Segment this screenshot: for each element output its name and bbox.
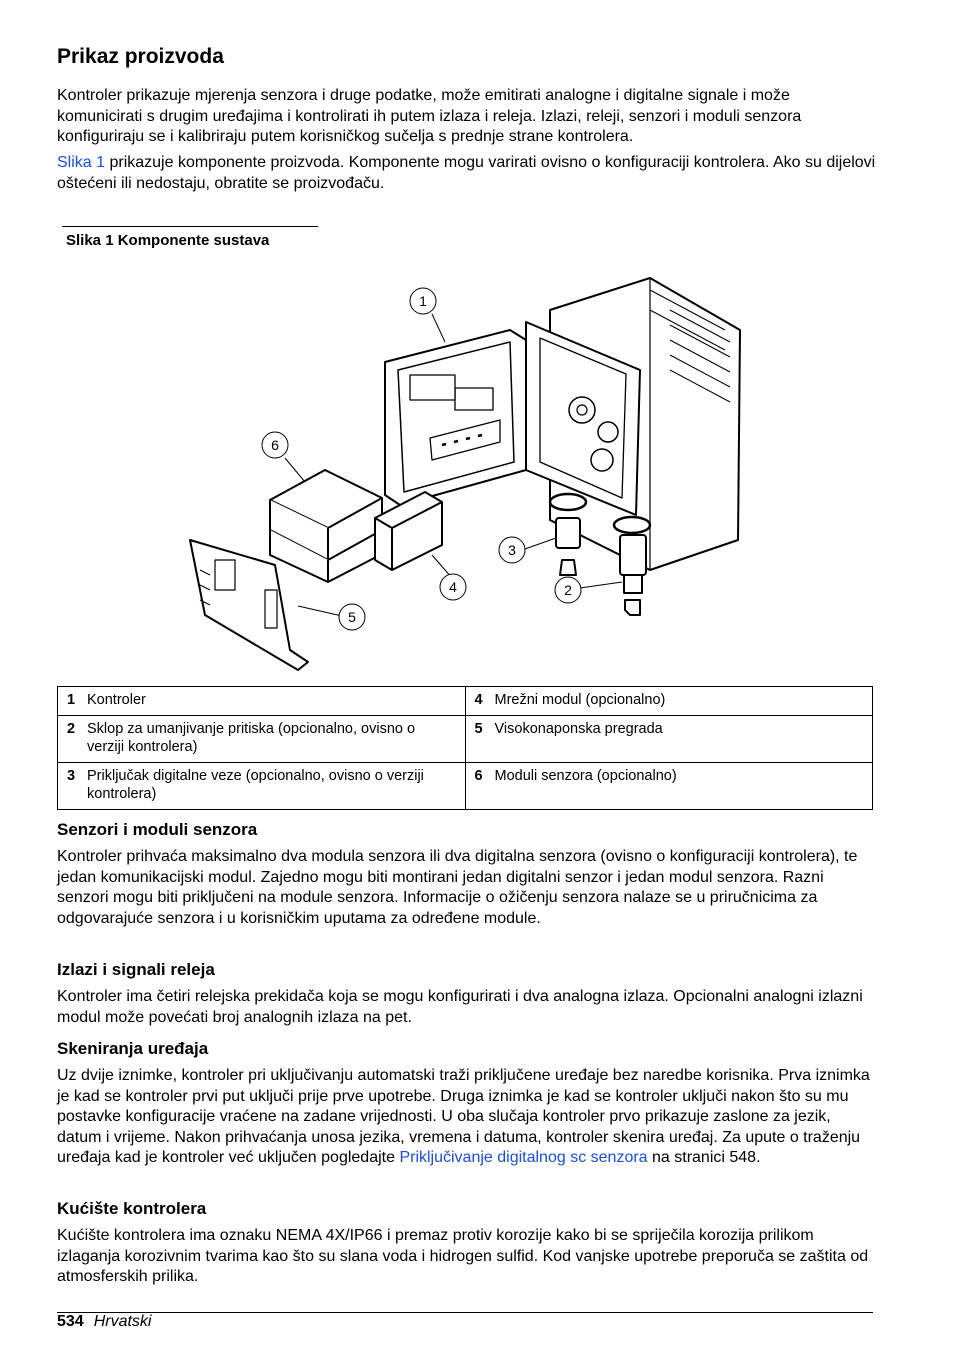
legend-row <box>58 763 873 810</box>
page-number: 534 <box>57 1313 84 1330</box>
section-heading-outputs: Izlazi i signali releja <box>57 960 215 979</box>
figure-caption: Slika 1 Komponente sustava <box>66 232 270 249</box>
callout-2-label: 2 <box>564 582 572 598</box>
callout-6-label: 6 <box>271 437 279 453</box>
legend-cell: 6 Moduli senzora (opcionalno) <box>465 763 873 810</box>
callout-4-label: 4 <box>449 579 457 595</box>
legend-cell: 5 Visokonaponska pregrada <box>465 716 873 763</box>
section-text-outputs: Kontroler ima četiri relejska prekidača koja se mogu konfigurirati i dva analogna izlaza. Opcionalni analogni izlazni modul može povećati broj analognih izlaza na pet. <box>57 988 863 1026</box>
section-heading-sensors: Senzori i moduli senzora <box>57 820 258 839</box>
page-footer <box>57 1313 151 1331</box>
page-title: Prikaz proizvoda <box>57 45 224 68</box>
section-text-scan: Uz dvije iznimke, kontroler pri uključivanju automatski traži priključene uređaje bez naredbe korisnika. Prva iznimka je kad se kontroler prvi put uključi prije prve upotrebe. Druga iznimka je kad se kontroler uključi nakon što su mu postavke konfiguracije vraćene na zadane vrijednosti. U oba slučaja kontroler prvo prikazuje zaslone za jezik, datum i vrijeme. Nakon prihvaćanja unosa jezika, vremena i datuma, kontroler skenira uređaj. Za upute o traženju uređaja kad je kontroler već uključen pogledajte Priključivanje digitalnog sc senzora na stranici 548. <box>57 1067 870 1166</box>
figure-reference-text: prikazuje komponente proizvoda. Komponente mogu varirati ovisno o konfiguraciji kontrolera. Ako su dijelovi oštećeni ili nedostaju, obratite se proizvođaču. <box>57 154 876 192</box>
legend-row <box>58 687 873 716</box>
figure-caption-rule <box>62 226 318 227</box>
legend-row <box>58 716 873 763</box>
legend-cell: 3 Priključak digitalne veze (opcionalno, ovisno o verziji kontrolera) <box>58 763 466 810</box>
legend-cell: 4 Mrežni modul (opcionalno) <box>465 687 873 716</box>
network-module <box>375 492 442 570</box>
figure-1-link[interactable]: Slika 1 <box>57 154 106 171</box>
legend-cell: 2 Sklop za umanjivanje pritiska (opcionalno, ovisno o verziji kontrolera) <box>58 716 466 763</box>
intro-paragraph: Kontroler prikazuje mjerenja senzora i druge podatke, može emitirati analogne i digitalne signale i može komunicirati s drugim uređajima i kontrolirati ih putem izlaza i releja. Izlazi, releji, senzori i moduli senzora konfiguriraju se i kalibriraju putem korisničkog sučelja s prednje strane kontrolera. <box>57 87 802 145</box>
callout-3-label: 3 <box>508 542 516 558</box>
callout-1-label: 1 <box>419 293 427 309</box>
section-text-sensors: Kontroler prihvaća maksimalno dva modula senzora ili dva digitalna senzora (ovisno o konfiguraciji kontrolera), te jedan komunikacijski modul. Zajedno mogu biti montirani jedan digitalni senzor i jedan modul senzora. Razni senzori mogu biti priključeni na module senzora. Informacije o ožičenju senzora nalaze se u priručnicima za odgovarajuće senzora i u korisničkim uputama za određene module. <box>57 848 858 927</box>
section-heading-housing: Kućište kontrolera <box>57 1199 207 1218</box>
callout-5-label: 5 <box>348 609 356 625</box>
section-text-housing: Kućište kontrolera ima oznaku NEMA 4X/IP66 i premaz protiv korozije kako bi se spriječila korozija prilikom izlaganja korozivnim tvarima kao što su slana voda i hidrogen sulfid. Kod vanjske upotrebe preporuča se zaštita od atmosferskih prilika. <box>57 1227 869 1285</box>
footer-language: Hrvatski <box>93 1313 152 1330</box>
section-heading-scan: Skeniranja uređaja <box>57 1039 209 1058</box>
figure-reference-paragraph <box>57 153 877 194</box>
system-components-illustration <box>170 270 760 680</box>
legend-cell: 1 Kontroler <box>58 687 466 716</box>
digital-sensor-link[interactable]: Priključivanje digitalnog sc senzora <box>399 1149 648 1166</box>
figure-legend-table <box>57 686 873 810</box>
footer-rule <box>57 1312 873 1313</box>
